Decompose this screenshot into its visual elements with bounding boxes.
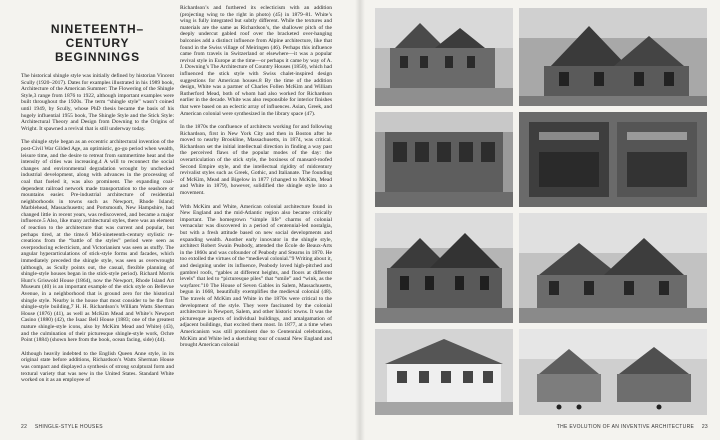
photo-colonial-house [375, 329, 513, 415]
paragraph: In the 1870s the confluence of architects working for and following Richardson, first in New York City and then in Boston after he moved to nearby Brookline, Massachusetts, in 1874, was critical. Richardson set the initial intellectual direction in finding a way past the perceived flaws of the popular modes of the day: the overarticulation of the stick style, the boxiness of mansard-roofed Second Empire style, and the intellectual rigidity of midcentury revivalist styles such as Greek, Gothic, and Italianate. The founding of McKim, Mead and Bigelow in 1877 (changed to McKim, Mead and White in 1879), however, solidified the shingle style into a movement. [180, 124, 332, 197]
right-running-title: THE EVOLUTION OF AN INVENTIVE ARCHITECTURE [556, 424, 695, 430]
photo-isaac-bell-house [519, 112, 707, 207]
heading-line-2: BEGINNINGS [54, 50, 140, 64]
paragraph: The shingle style began as an eccentric architectural invention of the post-Civil War Gilded Age, an optimistic, go-go period when wealth, leisure time, and the desire to retreat from summertime heat and the intensity of cities was increasing.4 A will to reconnect the social changes and environmental degradation wrought by unchecked industrial development, along with advances in the processing of coal that fueled it, was also prominent. The expanding coal-dependent railroad network made transportation to the seashore or mountains easier. Pre-industrial architecture of residential neighborhoods in towns such as Newport, Rhode Island; Marblehead, Massachusetts; and Portsmouth, New Hampshire, had changed little in recent years, was rediscovered, and became a major influence.5 Also, like many architectural styles, there was an element of reaction to the architecture that was current and popular, but perhaps tired, at the time.6 Mid-nineteenth-century stylistic re-creations from the “battle of the styles” period were seen as overproducing eclecticism, and Victorianism was seen as stuffy. The angular hyperarticulations of stick-style forms and facades, which immediately preceded the shingle style, was seen as overwrought (although, as Scully points out, the casual, flexible planning of shingle-style houses began in the stick-style period). Richard Morris Hunt’s Griswold House (1864), now the Newport, Rhode Island Art Museum (40) is an important example of the stick style on Bellevue Avenue, in a neighborhood that is ground zero for the historical shingle style. Nearby is the house that most consider to be the first shingle-style building,7 H. H. Richardson’s William Watts Sherman House (1876) (41), as well as McKim Mead and White’s Newport Casino (1880) (42), the Isaac Bell House (1883; one of the greatest mature shingle-style icons, also by McKim Mead and White) (43), and the culmination of their picturesque shingle-style work, Ochre Point (1884) (shown here from the book, ocean facing, side) (44). [21, 139, 174, 344]
photo-newport-casino [375, 112, 513, 207]
photo-griswold-house [375, 8, 513, 106]
left-running-title: SHINGLE-STYLE HOUSES [34, 424, 103, 430]
heading-line-1: NINETEENTH–CENTURY [50, 22, 145, 50]
paragraph: Although heavily indebted to the English Queen Anne style, in its original state before additions, Richardson’s Watts Sherman House was compact and displayed a synthesis of strong sculptural form and textural variety that was new in the United States. Standard White worked on it as an employee of [21, 350, 174, 384]
photo-watts-sherman-house [519, 8, 707, 106]
right-page-number: 23 [701, 424, 708, 430]
paragraph: With McKim and White, American colonial architecture found in New England and the mid-Atlantic region also became critically important. The homegrown “simple life” charms of colonial vernacular was discovered in a period of centennial-led nostalgia, but with a fresh attitude based on new social developments and expanding wealth. Another early innovator in the shingle style, architect Robert Swain Peabody, attended the École de Beaux-Arts in the 1860s and was cofounder of Peabody and Stearns in 1870. He too extolled the virtues of the “medieval colonial.”9 Writing about it, and designing under its influence, Peabody loved high-pitched and gambrel roofs, “gables at different heights, and floors at different levels” that led to “picturesque piles” that “smile” and “wink, as the wayfarer.”10 The House of Seven Gables in Salem, Massachusetts, begun in 1668, beautifully exemplifies the medieval colonial (48). The travels of McKim and White in the 1870s were critical to the development of the style. They were fascinated by the colonial architecture in Newport, Salem, and other historic towns. It was the picturesque aspects of individual buildings, and amalgamation of adjacent buildings, that excited them most. In 1877, at a time when Americanism was still prominent due to Centennial celebrations, McKim and White led a sketching tour of coastal New England and brought American colonial [180, 203, 332, 349]
right-footer [557, 424, 708, 430]
paragraph: Richardson’s and furthered its eclecticism with an addition (projecting wing to the right in photo) (45) in 1879–81. White’s wing is fully integrated but subtly different. While the textures and materials are the same as Richardson’s, the shallower pitch of the deeply undercut gabled roof over the bracketed over-hanging balconies add a distinct influence from Alpine architecture, like that found in the Swiss village of Meiringen (46). Perhaps this influence came from travels in Switzerland or elsewhere—it was a popular revival style in Europe at the time—or perhaps it came by way of A. J. Downing’s The Architecture of Country Houses (1850), which had influenced the stick style with Swiss chalet-inspired design suggestions for American houses.8 By the time of the addition design, White was a partner of Charles Follen McKim and William Rutherford Mead, both of whom had also worked for Richardson earlier in the decade. White was also responsible for interior finishes that were based on an eclectic array of influences. Asian, Greek, and American colonial were synthesized in the library space (47). [180, 5, 332, 117]
photo-watts-sherman-addition [519, 213, 707, 323]
left-page-number: 22 [21, 424, 28, 430]
left-text-column [21, 22, 174, 391]
middle-text-column [180, 5, 332, 356]
book-gutter [355, 0, 365, 440]
section-heading [21, 22, 174, 64]
left-footer [21, 424, 103, 430]
photo-street-scene [519, 329, 707, 415]
paragraph: The historical shingle style was initially defined by historian Vincent Scully (1920–2017). Dates for examples illustrated in his 1989 book, Architecture of the American Summer: The Flowering of the Shingle Style,3 range from 1876 to 1922, although important examples were built throughout the 1920s. The term “shingle style” wasn’t coined until 1949, by Scully, whose PhD thesis became the basis of his hugely influential 1955 book, The Shingle Style and the Stick Style: Architectural Theory and Design from Downing to the Origins of Wright. It spawned a revival that is still underway today. [21, 73, 174, 132]
photo-ochre-point [375, 213, 513, 323]
